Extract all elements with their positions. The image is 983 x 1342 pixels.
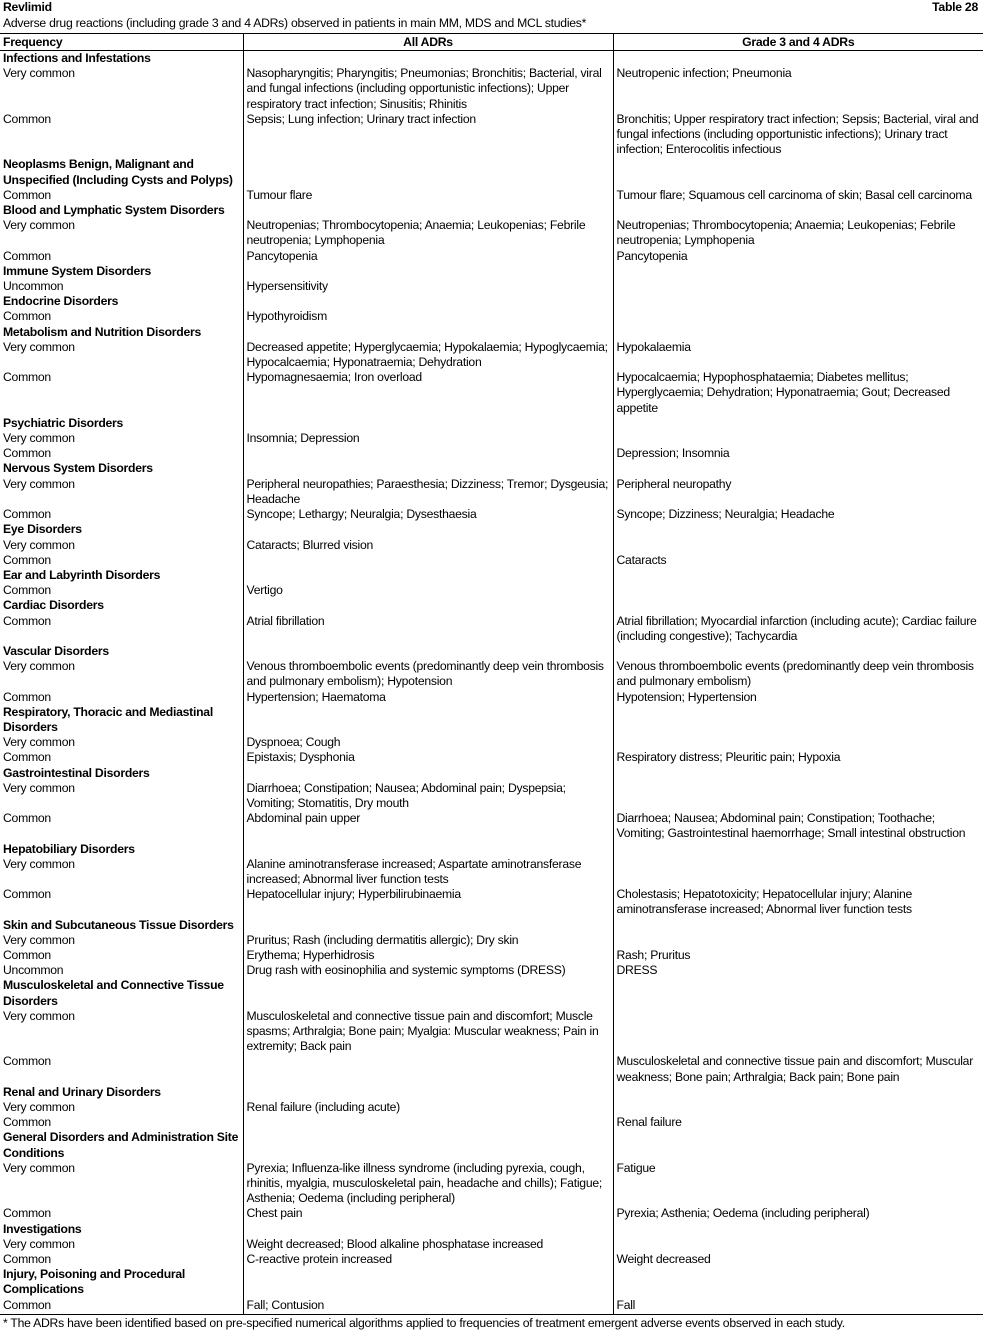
all-adrs-cell: Nasopharyngitis; Pharyngitis; Pneumonias; Bronchitis; Bacterial, viral and fungal infections (including opportunistic infections); Upper respiratory tract infection; Sinusitis; Rhinitis xyxy=(243,66,613,112)
category-label: Neoplasms Benign, Malignant and Unspecified (Including Cysts and Polyps) xyxy=(3,157,233,187)
all-adrs-cell: Insomnia; Depression xyxy=(243,431,613,446)
all-adrs-cell: Dyspnoea; Cough xyxy=(243,735,613,750)
empty-cell xyxy=(613,325,983,340)
empty-cell xyxy=(613,522,983,537)
table-body xyxy=(0,51,983,1315)
all-adrs-cell xyxy=(243,1054,613,1084)
category-row xyxy=(0,1130,983,1160)
frequency-cell: Very common xyxy=(3,659,75,674)
frequency-cell: Uncommon xyxy=(3,963,64,978)
empty-cell xyxy=(243,644,613,659)
table-row xyxy=(0,614,983,644)
table-row xyxy=(0,1298,983,1315)
table-row xyxy=(0,446,983,461)
frequency-cell: Common xyxy=(3,370,51,385)
empty-cell xyxy=(243,1130,613,1160)
category-label: Musculoskeletal and Connective Tissue Disorders xyxy=(3,978,224,1008)
grade-3-4-adrs-cell xyxy=(613,857,983,887)
all-adrs-cell: Diarrhoea; Constipation; Nausea; Abdominal pain; Dyspepsia; Vomiting; Stomatitis, Dry mouth xyxy=(243,781,613,811)
empty-cell xyxy=(243,203,613,218)
table-row xyxy=(0,477,983,507)
all-adrs-cell: Vertigo xyxy=(243,583,613,598)
table-caption: Adverse drug reactions (including grade 3 and 4 ADRs) observed in patients in main MM, MDS and MCL studies* xyxy=(3,16,587,30)
all-adrs-cell: Cataracts; Blurred vision xyxy=(243,538,613,553)
all-adrs-cell: Peripheral neuropathies; Paraesthesia; Dizziness; Tremor; Dysgeusia; Headache xyxy=(243,477,613,507)
frequency-cell: Very common xyxy=(3,218,75,233)
all-adrs-cell: Syncope; Lethargy; Neuralgia; Dysesthaesia xyxy=(243,507,613,522)
adr-table xyxy=(0,33,983,1315)
grade-3-4-adrs-cell: Syncope; Dizziness; Neuralgia; Headache xyxy=(613,507,983,522)
category-row xyxy=(0,705,983,735)
category-label: Metabolism and Nutrition Disorders xyxy=(3,324,202,339)
table-row xyxy=(0,1161,983,1207)
table-row xyxy=(0,857,983,887)
table-row xyxy=(0,781,983,811)
empty-cell xyxy=(243,598,613,613)
grade-3-4-adrs-cell: Peripheral neuropathy xyxy=(613,477,983,507)
empty-cell xyxy=(613,1222,983,1237)
category-row xyxy=(0,1085,983,1100)
empty-cell xyxy=(243,1222,613,1237)
frequency-cell: Common xyxy=(3,1115,51,1130)
empty-cell xyxy=(613,766,983,781)
grade-3-4-adrs-cell xyxy=(613,431,983,446)
table-row xyxy=(0,1009,983,1055)
empty-cell xyxy=(243,294,613,309)
empty-cell xyxy=(613,568,983,583)
category-row xyxy=(0,522,983,537)
all-adrs-cell xyxy=(243,1115,613,1130)
empty-cell xyxy=(243,1085,613,1100)
all-adrs-cell: Pancytopenia xyxy=(243,249,613,264)
table-row xyxy=(0,279,983,294)
frequency-cell: Common xyxy=(3,552,51,567)
all-adrs-cell: Pruritus; Rash (including dermatitis allergic); Dry skin xyxy=(243,933,613,948)
empty-cell xyxy=(243,264,613,279)
table-row xyxy=(0,1115,983,1130)
frequency-cell: Common xyxy=(3,689,51,704)
frequency-cell: Common xyxy=(3,187,51,202)
column-header-grade-3-4-adrs: Grade 3 and 4 ADRs xyxy=(613,34,983,51)
footnote: * The ADRs have been identified based on pre-specified numerical algorithms applied to frequencies of treatment emergent adverse events observed in each study. xyxy=(3,1315,845,1330)
category-label: Blood and Lymphatic System Disorders xyxy=(3,203,225,218)
all-adrs-cell: Erythema; Hyperhidrosis xyxy=(243,948,613,963)
empty-cell xyxy=(243,568,613,583)
category-row xyxy=(0,568,983,583)
all-adrs-cell: C-reactive protein increased xyxy=(243,1252,613,1267)
category-row xyxy=(0,918,983,933)
frequency-cell: Very common xyxy=(3,1100,75,1115)
frequency-cell: Very common xyxy=(3,476,75,491)
grade-3-4-adrs-cell: Pancytopenia xyxy=(613,249,983,264)
frequency-cell: Common xyxy=(3,446,51,461)
category-label: Injury, Poisoning and Procedural Complications xyxy=(3,1267,186,1297)
grade-3-4-adrs-cell: Cataracts xyxy=(613,553,983,568)
category-label: Nervous System Disorders xyxy=(3,461,153,476)
all-adrs-cell: Fall; Contusion xyxy=(243,1298,613,1315)
table-row xyxy=(0,811,983,841)
empty-cell xyxy=(613,598,983,613)
category-label: Psychiatric Disorders xyxy=(3,415,124,430)
frequency-cell: Common xyxy=(3,507,51,522)
table-row xyxy=(0,188,983,203)
grade-3-4-adrs-cell xyxy=(613,781,983,811)
all-adrs-cell: Pyrexia; Influenza-like illness syndrome (including pyrexia, cough, rhinitis, myalgia, musculoskeletal pain, headache and chills); Fatigue; Asthenia; Oedema (including peripheral) xyxy=(243,1161,613,1207)
empty-cell xyxy=(613,1085,983,1100)
grade-3-4-adrs-cell: Venous thromboembolic events (predominantly deep vein thrombosis and pulmonary embolism) xyxy=(613,659,983,689)
category-label: Skin and Subcutaneous Tissue Disorders xyxy=(3,917,234,932)
all-adrs-cell: Hypothyroidism xyxy=(243,309,613,324)
category-label: Cardiac Disorders xyxy=(3,598,104,613)
frequency-cell: Very common xyxy=(3,735,75,750)
empty-cell xyxy=(243,522,613,537)
table-row xyxy=(0,538,983,553)
table-row xyxy=(0,750,983,765)
empty-cell xyxy=(613,51,983,67)
category-row xyxy=(0,203,983,218)
category-label: Endocrine Disorders xyxy=(3,294,119,309)
grade-3-4-adrs-cell xyxy=(613,1100,983,1115)
frequency-cell: Common xyxy=(3,309,51,324)
empty-cell xyxy=(613,978,983,1008)
category-row xyxy=(0,325,983,340)
all-adrs-cell: Neutropenias; Thrombocytopenia; Anaemia; Leukopenias; Febrile neutropenia; Lymphopenia xyxy=(243,218,613,248)
category-label: Gastrointestinal Disorders xyxy=(3,765,150,780)
all-adrs-cell: Venous thromboembolic events (predominantly deep vein thrombosis and pulmonary embolism); Hypotension xyxy=(243,659,613,689)
grade-3-4-adrs-cell: Respiratory distress; Pleuritic pain; Hypoxia xyxy=(613,750,983,765)
table-row xyxy=(0,431,983,446)
table-row xyxy=(0,690,983,705)
frequency-cell: Common xyxy=(3,583,51,598)
grade-3-4-adrs-cell xyxy=(613,279,983,294)
category-row xyxy=(0,766,983,781)
category-label: Immune System Disorders xyxy=(3,263,152,278)
empty-cell xyxy=(613,203,983,218)
empty-cell xyxy=(243,766,613,781)
grade-3-4-adrs-cell: Hypokalaemia xyxy=(613,340,983,370)
empty-cell xyxy=(613,157,983,187)
all-adrs-cell: Atrial fibrillation xyxy=(243,614,613,644)
grade-3-4-adrs-cell: Rash; Pruritus xyxy=(613,948,983,963)
category-row xyxy=(0,1222,983,1237)
table-row xyxy=(0,309,983,324)
grade-3-4-adrs-cell xyxy=(613,735,983,750)
empty-cell xyxy=(243,978,613,1008)
frequency-cell: Very common xyxy=(3,856,75,871)
grade-3-4-adrs-cell: Neutropenias; Thrombocytopenia; Anaemia; Leukopenias; Febrile neutropenia; Lymphopenia xyxy=(613,218,983,248)
category-row xyxy=(0,978,983,1008)
empty-cell xyxy=(613,842,983,857)
document-header xyxy=(0,0,983,16)
empty-cell xyxy=(243,1267,613,1297)
table-row xyxy=(0,507,983,522)
grade-3-4-adrs-cell xyxy=(613,1009,983,1055)
table-row xyxy=(0,735,983,750)
category-row xyxy=(0,294,983,309)
category-label: Renal and Urinary Disorders xyxy=(3,1084,161,1099)
category-row xyxy=(0,842,983,857)
empty-cell xyxy=(243,325,613,340)
all-adrs-cell: Abdominal pain upper xyxy=(243,811,613,841)
frequency-cell: Very common xyxy=(3,1008,75,1023)
empty-cell xyxy=(243,461,613,476)
table-row xyxy=(0,948,983,963)
empty-cell xyxy=(243,918,613,933)
all-adrs-cell xyxy=(243,553,613,568)
category-row xyxy=(0,416,983,431)
all-adrs-cell: Chest pain xyxy=(243,1206,613,1221)
grade-3-4-adrs-cell: Diarrhoea; Nausea; Abdominal pain; Constipation; Toothache; Vomiting; Gastrointestinal haemorrhage; Small intestinal obstruction xyxy=(613,811,983,841)
frequency-cell: Very common xyxy=(3,66,75,81)
all-adrs-cell: Renal failure (including acute) xyxy=(243,1100,613,1115)
grade-3-4-adrs-cell: Pyrexia; Asthenia; Oedema (including peripheral) xyxy=(613,1206,983,1221)
grade-3-4-adrs-cell: Hypocalcaemia; Hypophosphataemia; Diabetes mellitus; Hyperglycaemia; Dehydration; Hyponatraemia; Gout; Decreased appetite xyxy=(613,370,983,416)
grade-3-4-adrs-cell: Renal failure xyxy=(613,1115,983,1130)
table-row xyxy=(0,1054,983,1084)
grade-3-4-adrs-cell: Weight decreased xyxy=(613,1252,983,1267)
category-row xyxy=(0,157,983,187)
grade-3-4-adrs-cell: DRESS xyxy=(613,963,983,978)
grade-3-4-adrs-cell xyxy=(613,583,983,598)
all-adrs-cell: Hypomagnesaemia; Iron overload xyxy=(243,370,613,416)
all-adrs-cell: Hepatocellular injury; Hyperbilirubinaemia xyxy=(243,887,613,917)
table-row xyxy=(0,933,983,948)
frequency-cell: Very common xyxy=(3,780,75,795)
category-label: Infections and Infestations xyxy=(3,51,151,65)
frequency-cell: Common xyxy=(3,887,51,902)
all-adrs-cell: Weight decreased; Blood alkaline phosphatase increased xyxy=(243,1237,613,1252)
empty-cell xyxy=(613,1130,983,1160)
table-row xyxy=(0,963,983,978)
frequency-cell: Common xyxy=(3,111,51,126)
category-row xyxy=(0,598,983,613)
frequency-cell: Common xyxy=(3,1206,51,1221)
grade-3-4-adrs-cell: Neutropenic infection; Pneumonia xyxy=(613,66,983,112)
table-row xyxy=(0,1252,983,1267)
all-adrs-cell: Musculoskeletal and connective tissue pain and discomfort; Muscle spasms; Arthralgia; Bone pain; Myalgia: Muscular weakness; Pain in extremity; Back pain xyxy=(243,1009,613,1055)
empty-cell xyxy=(613,461,983,476)
table-row xyxy=(0,218,983,248)
all-adrs-cell: Tumour flare xyxy=(243,188,613,203)
frequency-cell: Very common xyxy=(3,1236,75,1251)
frequency-cell: Common xyxy=(3,613,51,628)
drug-name: Revlimid xyxy=(3,0,52,14)
category-row xyxy=(0,51,983,67)
category-row xyxy=(0,644,983,659)
table-row xyxy=(0,249,983,264)
table-row xyxy=(0,1100,983,1115)
empty-cell xyxy=(613,918,983,933)
category-label: Investigations xyxy=(3,1221,82,1236)
grade-3-4-adrs-cell xyxy=(613,309,983,324)
frequency-cell: Very common xyxy=(3,932,75,947)
table-row xyxy=(0,112,983,158)
empty-cell xyxy=(613,294,983,309)
table-row xyxy=(0,370,983,416)
category-label: Vascular Disorders xyxy=(3,643,109,658)
category-label: Hepatobiliary Disorders xyxy=(3,841,135,856)
grade-3-4-adrs-cell: Atrial fibrillation; Myocardial infarction (including acute); Cardiac failure (including congestive); Tachycardia xyxy=(613,614,983,644)
table-row xyxy=(0,583,983,598)
empty-cell xyxy=(243,51,613,67)
grade-3-4-adrs-cell xyxy=(613,933,983,948)
empty-cell xyxy=(243,705,613,735)
all-adrs-cell: Sepsis; Lung infection; Urinary tract infection xyxy=(243,112,613,158)
empty-cell xyxy=(243,416,613,431)
frequency-cell: Common xyxy=(3,750,51,765)
all-adrs-cell: Hypersensitivity xyxy=(243,279,613,294)
empty-cell xyxy=(613,416,983,431)
grade-3-4-adrs-cell: Depression; Insomnia xyxy=(613,446,983,461)
frequency-cell: Common xyxy=(0,1298,243,1315)
all-adrs-cell: Decreased appetite; Hyperglycaemia; Hypokalaemia; Hypoglycaemia; Hypocalcaemia; Hyponatraemia; Dehydration xyxy=(243,340,613,370)
frequency-cell: Very common xyxy=(3,339,75,354)
category-label: Respiratory, Thoracic and Mediastinal Disorders xyxy=(3,704,213,734)
all-adrs-cell: Hypertension; Haematoma xyxy=(243,690,613,705)
grade-3-4-adrs-cell xyxy=(613,1237,983,1252)
empty-cell xyxy=(243,842,613,857)
grade-3-4-adrs-cell: Cholestasis; Hepatotoxicity; Hepatocellular injury; Alanine aminotransferase increased; Abnormal liver function tests xyxy=(613,887,983,917)
empty-cell xyxy=(243,157,613,187)
category-label: Ear and Labyrinth Disorders xyxy=(3,567,161,582)
frequency-cell: Common xyxy=(3,947,51,962)
table-row xyxy=(0,553,983,568)
empty-cell xyxy=(613,264,983,279)
category-label: Eye Disorders xyxy=(3,522,82,537)
frequency-cell: Common xyxy=(3,1252,51,1267)
frequency-cell: Very common xyxy=(3,431,75,446)
table-row xyxy=(0,340,983,370)
category-row xyxy=(0,1267,983,1297)
frequency-cell: Uncommon xyxy=(3,279,64,294)
grade-3-4-adrs-cell: Fall xyxy=(613,1298,983,1315)
grade-3-4-adrs-cell: Bronchitis; Upper respiratory tract infection; Sepsis; Bacterial, viral and fungal infections (including opportunistic infections); Urinary tract infection; Enterocolitis infectious xyxy=(613,112,983,158)
all-adrs-cell: Drug rash with eosinophilia and systemic symptoms (DRESS) xyxy=(243,963,613,978)
table-row xyxy=(0,1237,983,1252)
frequency-cell: Common xyxy=(3,248,51,263)
table-label: Table 28 xyxy=(932,0,978,14)
all-adrs-cell xyxy=(243,446,613,461)
frequency-cell: Common xyxy=(3,811,51,826)
column-header-frequency: Frequency xyxy=(0,34,243,51)
empty-cell xyxy=(613,644,983,659)
grade-3-4-adrs-cell xyxy=(613,538,983,553)
empty-cell xyxy=(613,1267,983,1297)
column-header-all-adrs: All ADRs xyxy=(243,34,613,51)
frequency-cell: Common xyxy=(3,1054,51,1069)
table-row xyxy=(0,659,983,689)
table-header-row xyxy=(0,34,983,51)
grade-3-4-adrs-cell: Fatigue xyxy=(613,1161,983,1207)
category-row xyxy=(0,264,983,279)
table-row xyxy=(0,66,983,112)
all-adrs-cell: Epistaxis; Dysphonia xyxy=(243,750,613,765)
frequency-cell: Very common xyxy=(3,1160,75,1175)
frequency-cell: Very common xyxy=(3,537,75,552)
category-label: General Disorders and Administration Site Conditions xyxy=(3,1130,239,1160)
grade-3-4-adrs-cell: Tumour flare; Squamous cell carcinoma of skin; Basal cell carcinoma xyxy=(613,188,983,203)
all-adrs-cell: Alanine aminotransferase increased; Aspartate aminotransferase increased; Abnormal liver function tests xyxy=(243,857,613,887)
category-row xyxy=(0,461,983,476)
grade-3-4-adrs-cell: Hypotension; Hypertension xyxy=(613,690,983,705)
empty-cell xyxy=(613,705,983,735)
table-row xyxy=(0,1206,983,1221)
table-row xyxy=(0,887,983,917)
grade-3-4-adrs-cell: Musculoskeletal and connective tissue pain and discomfort; Muscular weakness; Bone pain; Arthralgia; Back pain; Bone pain xyxy=(613,1054,983,1084)
